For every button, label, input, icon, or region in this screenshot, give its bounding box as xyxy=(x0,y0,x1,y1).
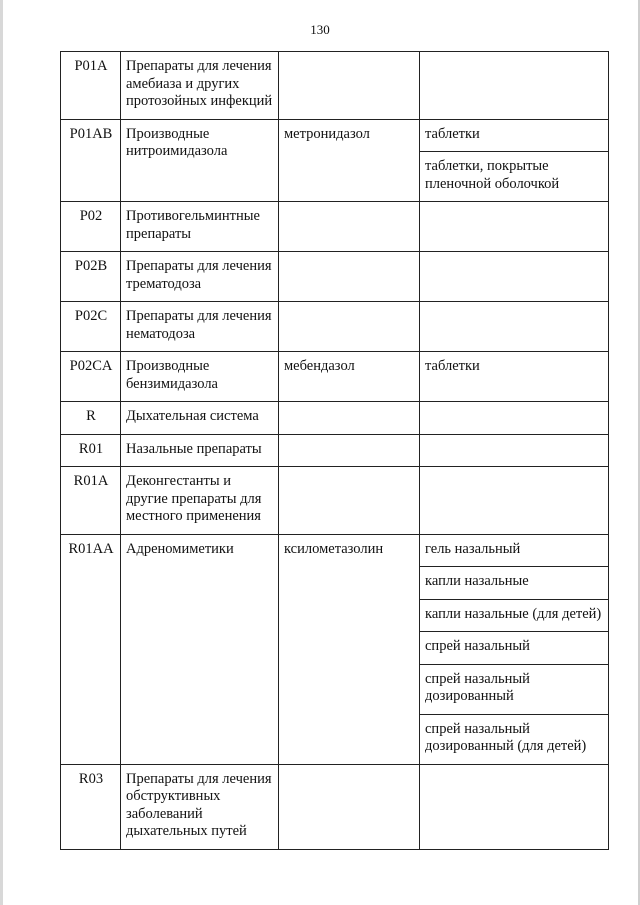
table-row xyxy=(61,202,609,252)
atc-code-cell: P02CA xyxy=(61,352,121,402)
atc-group-name-cell: Адреномиметики xyxy=(121,534,279,764)
table-row xyxy=(61,352,609,402)
dosage-form-cell: таблетки xyxy=(420,119,609,152)
dosage-form-cell: гель назальный xyxy=(420,534,609,567)
substance-cell: метронидазол xyxy=(279,119,420,202)
dosage-form-cell: капли назальные (для детей) xyxy=(420,599,609,632)
substance-cell xyxy=(279,52,420,120)
dosage-form-cell xyxy=(420,467,609,535)
table-row xyxy=(61,534,609,567)
dosage-form-cell xyxy=(420,402,609,435)
dosage-form-cell: спрей назальный дозированный (для детей) xyxy=(420,714,609,764)
medication-table xyxy=(60,51,609,850)
dosage-form-cell xyxy=(420,434,609,467)
dosage-form-cell xyxy=(420,764,609,849)
substance-cell xyxy=(279,252,420,302)
atc-group-name-cell: Препараты для лечения амебиаза и других протозойных инфекций xyxy=(121,52,279,120)
atc-code-cell: P01AB xyxy=(61,119,121,202)
atc-group-name-cell: Производные бензимидазола xyxy=(121,352,279,402)
dosage-form-cell: спрей назальный дозированный xyxy=(420,664,609,714)
dosage-form-cell xyxy=(420,52,609,120)
dosage-form-cell: капли назальные xyxy=(420,567,609,600)
table-row xyxy=(61,52,609,120)
atc-code-cell: P02C xyxy=(61,302,121,352)
atc-code-cell: P02B xyxy=(61,252,121,302)
table-row xyxy=(61,434,609,467)
table-row xyxy=(61,467,609,535)
atc-group-name-cell: Препараты для лечения нематодоза xyxy=(121,302,279,352)
atc-group-name-cell: Препараты для лечения обструктивных заболеваний дыхательных путей xyxy=(121,764,279,849)
substance-cell: мебендазол xyxy=(279,352,420,402)
dosage-form-cell: спрей назальный xyxy=(420,632,609,665)
table-row xyxy=(61,119,609,152)
scan-left-edge xyxy=(0,0,3,905)
substance-cell: ксилометазолин xyxy=(279,534,420,764)
dosage-form-cell xyxy=(420,202,609,252)
atc-group-name-cell: Назальные препараты xyxy=(121,434,279,467)
atc-code-cell: R03 xyxy=(61,764,121,849)
substance-cell xyxy=(279,202,420,252)
substance-cell xyxy=(279,764,420,849)
substance-cell xyxy=(279,302,420,352)
table-row xyxy=(61,402,609,435)
page-number: 130 xyxy=(310,22,330,37)
dosage-form-cell: таблетки, покрытые пленочной оболочкой xyxy=(420,152,609,202)
table-row xyxy=(61,764,609,849)
dosage-form-cell: таблетки xyxy=(420,352,609,402)
atc-group-name-cell: Препараты для лечения трематодоза xyxy=(121,252,279,302)
atc-group-name-cell: Противогельминтные препараты xyxy=(121,202,279,252)
atc-code-cell: R xyxy=(61,402,121,435)
table-row xyxy=(61,252,609,302)
atc-group-name-cell: Деконгестанты и другие препараты для местного применения xyxy=(121,467,279,535)
dosage-form-cell xyxy=(420,252,609,302)
table-body xyxy=(61,52,609,850)
atc-code-cell: R01A xyxy=(61,467,121,535)
atc-group-name-cell: Дыхательная система xyxy=(121,402,279,435)
dosage-form-cell xyxy=(420,302,609,352)
atc-code-cell: R01 xyxy=(61,434,121,467)
substance-cell xyxy=(279,402,420,435)
substance-cell xyxy=(279,434,420,467)
atc-group-name-cell: Производные нитроимидазола xyxy=(121,119,279,202)
table-row xyxy=(61,302,609,352)
atc-code-cell: P02 xyxy=(61,202,121,252)
atc-code-cell: R01AA xyxy=(61,534,121,764)
atc-code-cell: P01A xyxy=(61,52,121,120)
substance-cell xyxy=(279,467,420,535)
